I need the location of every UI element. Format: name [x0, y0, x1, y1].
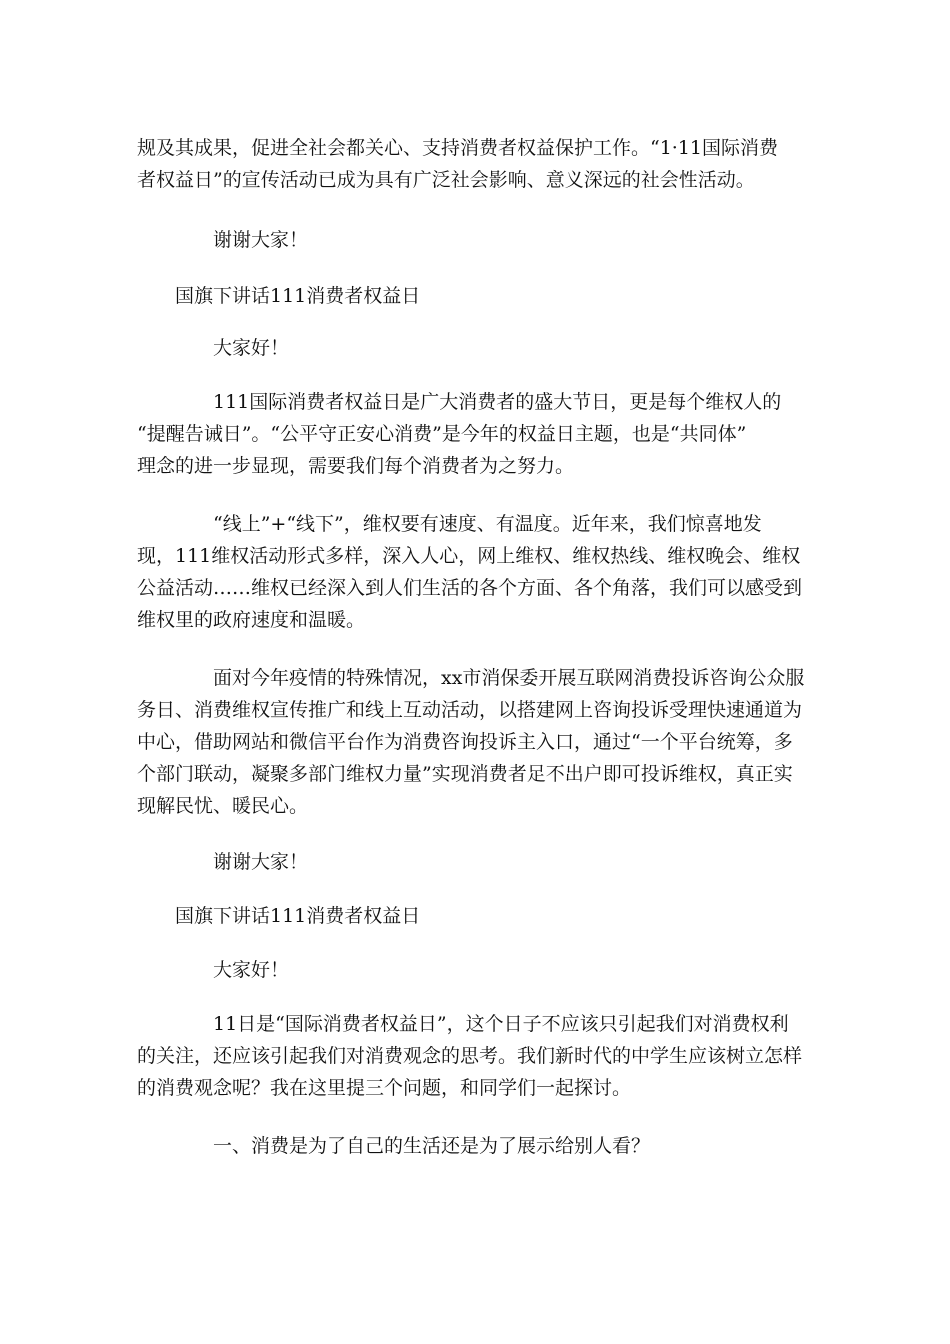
text-line: 中心，借助网站和微信平台作为消费咨询投诉主入口，通过“一个平台统筹，多: [137, 731, 793, 753]
paragraph-question: [137, 1130, 813, 1162]
text-line: 的关注，还应该引起我们对消费观念的思考。我们新时代的中学生应该树立怎样: [137, 1045, 803, 1067]
text-line: 大家好！: [213, 959, 290, 981]
text-line: 现解民忧、暖民心。: [137, 795, 309, 817]
text-line: “提醒告诫日”。“公平守正安心消费”是今年的权益日主题，也是“共同体”: [137, 423, 747, 445]
paragraph-body: [137, 1008, 813, 1104]
text-line: 公益活动……维权已经深入到人们生活的各个方面、各个角落，我们可以感受到: [137, 577, 803, 599]
text-line: 维权里的政府速度和温暖。: [137, 609, 366, 631]
text-line: 者权益日”的宣传活动已成为具有广泛社会影响、意义深远的社会性活动。: [137, 169, 755, 191]
text-line: 谢谢大家！: [213, 229, 309, 251]
text-line: 大家好！: [213, 337, 290, 359]
paragraph-body: [137, 508, 813, 636]
text-line: 现，111维权活动形式多样，深入人心，网上维权、维权热线、维权晚会、维权: [137, 545, 801, 567]
paragraph-greeting: [137, 954, 813, 986]
text-line: 国旗下讲话111消费者权益日: [175, 285, 421, 307]
text-line: “线上”+“线下”，维权要有速度、有温度。近年来，我们惊喜地发: [213, 513, 762, 535]
paragraph-thanks: [137, 846, 813, 878]
paragraph-intro-continuation: [137, 132, 813, 196]
text-line: 个部门联动，凝聚多部门维权力量”实现消费者足不出户即可投诉维权，真正实: [137, 763, 793, 785]
section-title: [137, 900, 851, 932]
text-line: 111国际消费者权益日是广大消费者的盛大节日，更是每个维权人的: [213, 391, 782, 413]
text-line: 的消费观念呢？我在这里提三个问题，和同学们一起探讨。: [137, 1077, 632, 1099]
paragraph-greeting: [137, 332, 813, 364]
text-line: 务日、消费维权宣传推广和线上互动活动，以搭建网上咨询投诉受理快速通道为: [137, 699, 803, 721]
paragraph-body: [137, 386, 813, 482]
text-line: 国旗下讲话111消费者权益日: [175, 905, 421, 927]
text-line: 理念的进一步显现，需要我们每个消费者为之努力。: [137, 455, 575, 477]
text-line: 11日是“国际消费者权益日”，这个日子不应该只引起我们对消费权利: [213, 1013, 789, 1035]
text-line: 一、消费是为了自己的生活还是为了展示给别人看？: [213, 1135, 651, 1157]
text-line: 规及其成果，促进全社会都关心、支持消费者权益保护工作。“1·11国际消费: [137, 137, 779, 159]
paragraph-thanks: [137, 224, 813, 256]
paragraph-body: [137, 662, 813, 822]
section-title: [137, 280, 851, 312]
text-line: 谢谢大家！: [213, 851, 309, 873]
text-line: 面对今年疫情的特殊情况，xx市消保委开展互联网消费投诉咨询公众服: [213, 667, 805, 689]
